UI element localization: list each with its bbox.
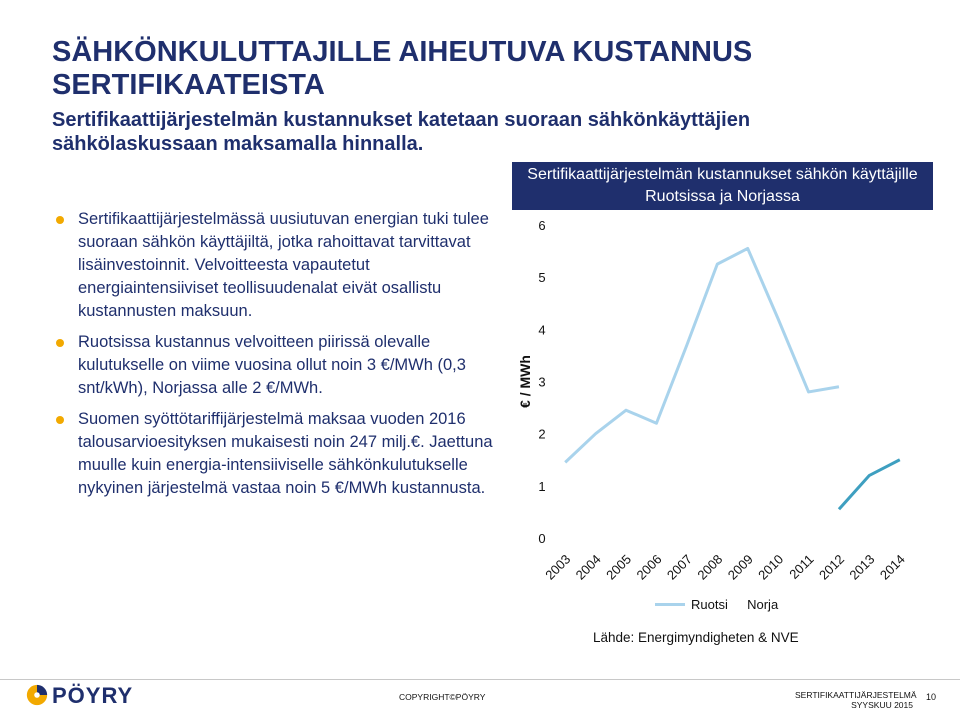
footer-section — [795, 690, 917, 710]
x-tick-label: 2014 — [876, 551, 908, 583]
x-tick-label: 2008 — [694, 551, 726, 583]
x-tick-label: 2004 — [572, 551, 604, 583]
y-tick-label: 6 — [538, 218, 546, 233]
y-tick-label: 5 — [538, 270, 546, 286]
x-tick-label: 2005 — [603, 551, 635, 583]
y-tick-label: 3 — [538, 374, 546, 390]
bullet-list — [56, 208, 496, 508]
chart-legend — [655, 596, 778, 612]
y-axis-label: € / MWh — [517, 355, 533, 408]
legend-label-ruotsi: Ruotsi — [691, 597, 728, 613]
legend-swatch-ruotsi — [655, 603, 685, 606]
bullet-item — [56, 208, 496, 323]
x-tick-label: 2006 — [633, 551, 665, 583]
bullet-dot-icon — [56, 416, 64, 424]
slide-subtitle: Sertifikaattijärjestelmän kustannukset katetaan suoraan sähkönkäyttäjien sähkölaskussaan maksamalla hinnalla. — [52, 109, 751, 155]
x-tick-label: 2009 — [724, 551, 756, 583]
chart-title: Sertifikaattijärjestelmän kustannukset sähkön käyttäjille Ruotsissa ja Norjassa — [512, 162, 933, 210]
page-number: 10 — [926, 692, 937, 702]
source-note: Lähde: Energimyndigheten & NVE — [593, 630, 799, 645]
x-tick-label: 2011 — [786, 551, 817, 582]
y-tick-label: 0 — [538, 531, 546, 546]
bullet-item — [56, 331, 496, 400]
x-tick-label: 2003 — [542, 551, 574, 583]
bullet-text: Ruotsissa kustannus velvoitteen piirissä olevalle kulutukselle on viime vuosina ollut noin 3 €/MWh (0,3 snt/kWh), Norjassa alle 2 €/MWh. — [78, 333, 466, 397]
slide-title: SÄHKÖNKULUTTAJILLE AIHEUTUVA KUSTANNUS SERTIFIKAATEISTA — [52, 36, 753, 101]
footer-divider — [0, 679, 960, 680]
series-line-norja — [839, 460, 900, 510]
y-tick-label: 4 — [538, 322, 546, 338]
legend-label-norja: Norja — [747, 597, 779, 613]
x-tick-label: 2010 — [755, 551, 787, 583]
y-tick-label: 2 — [538, 426, 546, 442]
copyright: COPYRIGHT©PÖYRY — [399, 692, 486, 702]
footer-section-title: SERTIFIKAATTIJÄRJESTELMÄ — [795, 690, 917, 700]
footer-date: SYYSKUU 2015 — [851, 700, 913, 710]
x-tick-label: 2007 — [663, 551, 695, 583]
y-tick-label: 1 — [538, 478, 546, 494]
bullet-text: Sertifikaattijärjestelmässä uusiutuvan energian tuki tulee suoraan sähkön käyttäjiltä, jotka rahoittavat tarvittavat lisäinvestoinnit. Velvoitteesta vapautetut energiaintensiiviset teollisuudenalat eivät osallistu kustannusten maksuun. — [78, 210, 489, 320]
logo-text: PÖYRY — [52, 683, 134, 708]
x-tick-label: 2013 — [846, 551, 878, 583]
bullet-dot-icon — [56, 216, 64, 224]
x-tick-label: 2012 — [816, 551, 848, 583]
bullet-item — [56, 408, 496, 500]
poyry-logo-icon — [24, 683, 50, 707]
bullet-text: Suomen syöttötariffijärjestelmä maksaa vuoden 2016 talousarvioesityksen mukaisesti noin 247 milj.€. Jaettuna muulle kuin energia-intensiiviselle sähkönkulutukselle nykyinen järjestelmä vastaa noin 5 €/MWh kustannusta. — [78, 410, 493, 497]
bullet-dot-icon — [56, 339, 64, 347]
line-chart — [500, 210, 930, 590]
series-line-ruotsi — [565, 248, 839, 462]
